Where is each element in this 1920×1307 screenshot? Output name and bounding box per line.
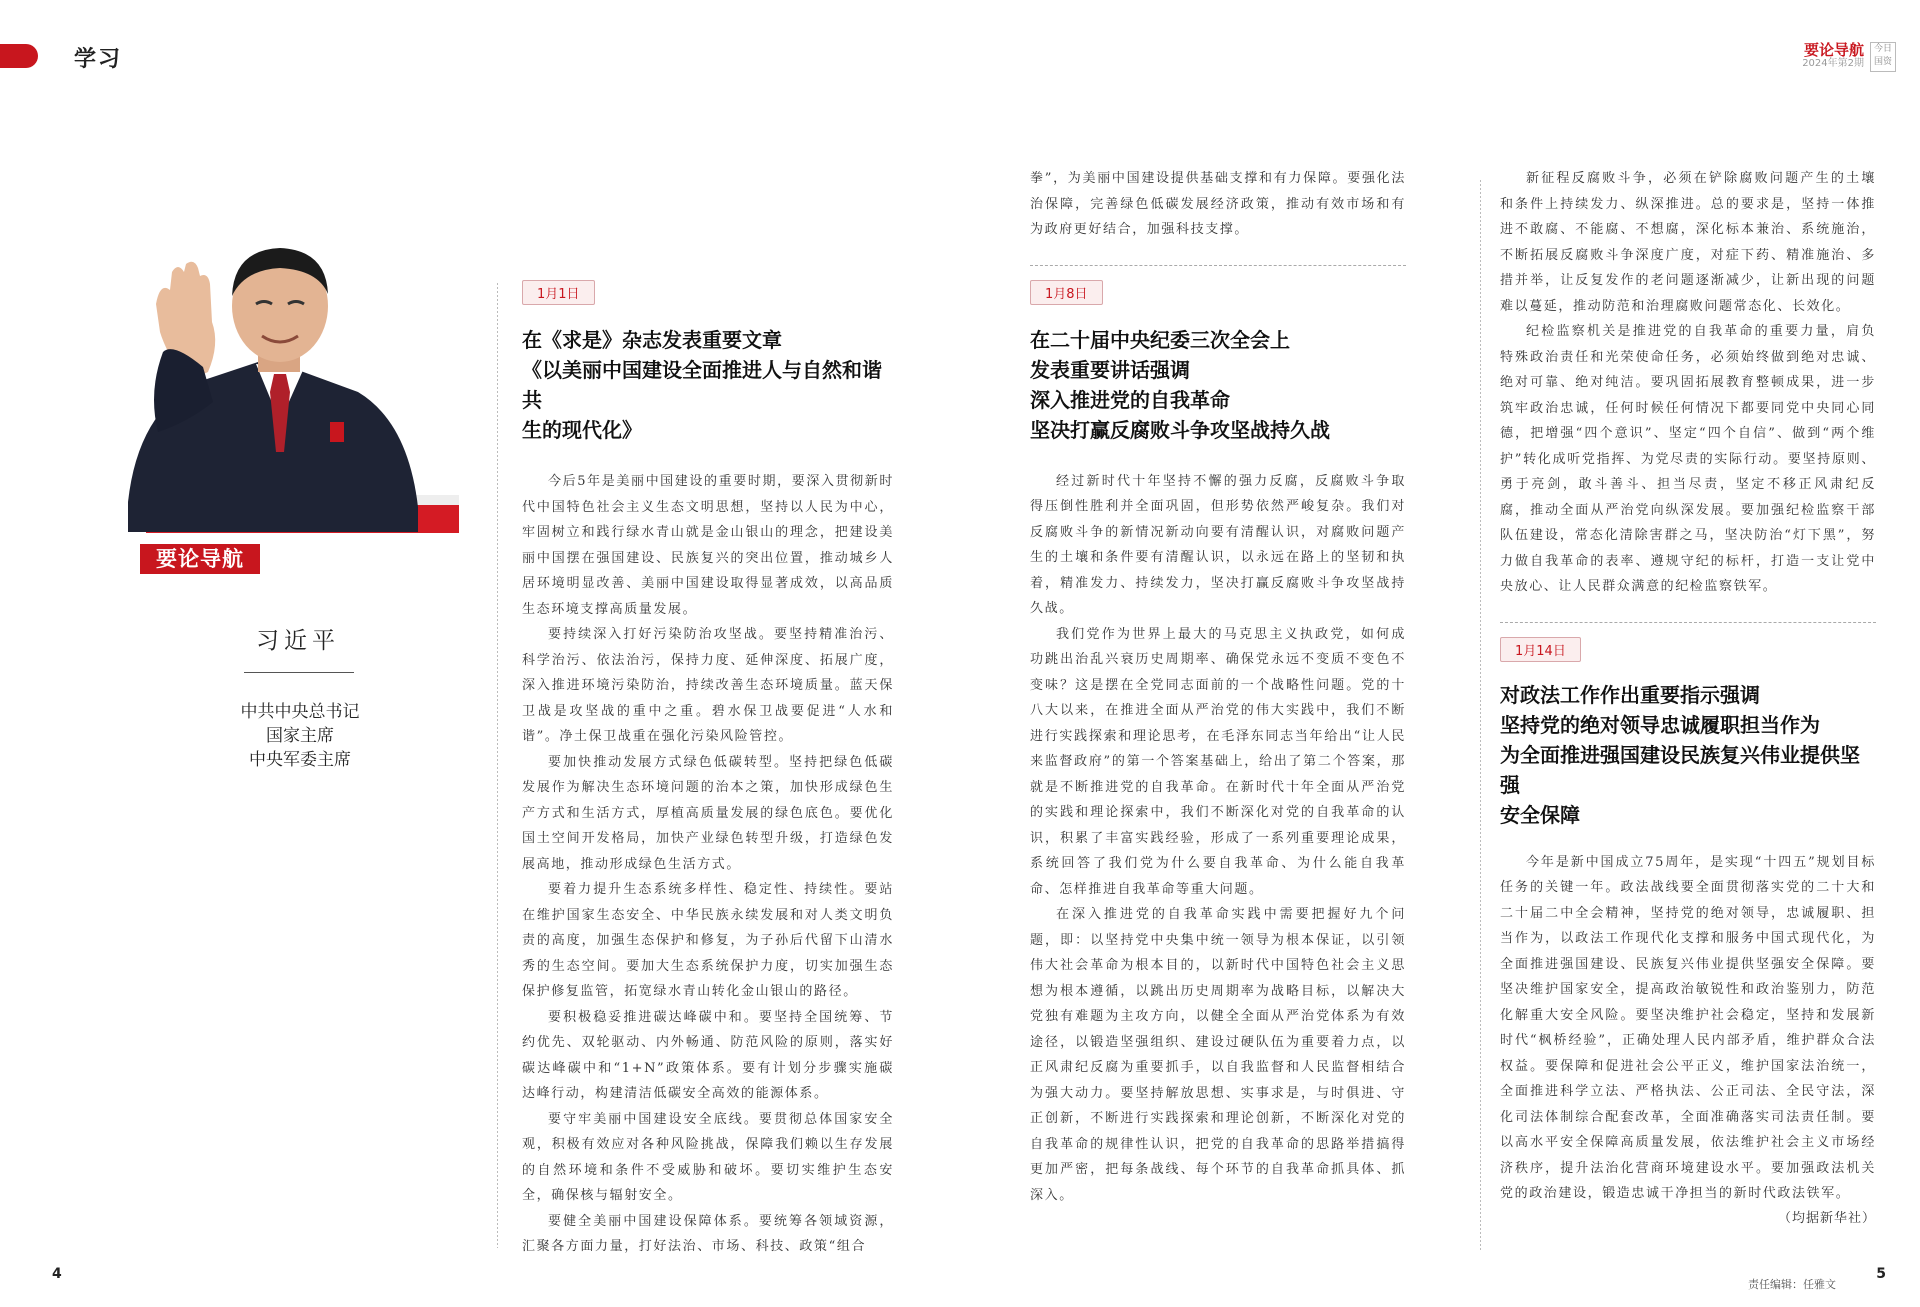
paragraph: 要积极稳妥推进碳达峰碳中和。要坚持全国统筹、节约优先、双轮驱动、内外畅通、防范风险的原则，落实好碳达峰碳中和“1+N”政策体系。要有计划分步骤实施碳达峰行动，构建清洁低碳安全高效的能源体系。 xyxy=(522,1009,894,1101)
article-body xyxy=(522,469,894,1260)
magazine-logo: 今日国资 xyxy=(1870,42,1896,72)
paragraph: 要持续深入打好污染防治攻坚战。要坚持精准治污、科学治污、依法治污，保持力度、延伸深度、拓展广度，深入推进环境污染防治，持续改善生态环境质量。蓝天保卫战是攻坚战的重中之重。碧水保卫战要促进“人水和谐”。净土保卫战重在强化污染风险管控。 xyxy=(522,627,894,744)
paragraph: 新征程反腐败斗争，必须在铲除腐败问题产生的土壤和条件上持续发力、纵深推进。总的要求是，坚持一体推进不敢腐、不能腐、不想腐，深化标本兼治、系统施治，不断拓展反腐败斗争深度广度，对症下药、精准施治、多措并举，让反复发作的老问题逐渐减少，让新出现的问题难以蔓延，推动防范和治理腐败问题常态化、长效化。 xyxy=(1500,171,1876,314)
person-titles xyxy=(200,700,400,772)
page-number-right: 5 xyxy=(1876,1266,1886,1282)
portrait-photo xyxy=(108,232,458,532)
headline-line: 为全面推进强国建设民族复兴伟业提供坚强 xyxy=(1500,742,1860,797)
article-jan8-column xyxy=(1030,166,1406,1208)
headline-line: 在二十届中央纪委三次全会上 xyxy=(1030,327,1290,352)
paragraph: 纪检监察机关是推进党的自我革命的重要力量，肩负特殊政治责任和光荣使命任务，必须始终做到绝对忠诚、绝对可靠、绝对纯洁。要巩固拓展教育整顿成果，进一步筑牢政治忠诚，任何时候任何情况下都要同党中央同心同德，把增强“四个意识”、坚定“四个自信”、做到“两个维护”转化成听党指挥、为党尽责的实际行动。要坚持原则、勇于亮剑，敢斗善斗、担当尽责，坚定不移正风肃纪反腐，推动全面从严治党向纵深发展。要加强纪检监察干部队伍建设，常态化清除害群之马，坚决防治“灯下黑”，努力做自我革命的表率、遵规守纪的标杆，打造一支让党中央放心、让人民群众满意的纪检监察铁军。 xyxy=(1500,324,1876,594)
headline-line: 对政法工作作出重要指示强调 xyxy=(1500,682,1760,707)
headline-line: 坚决打赢反腐败斗争攻坚战持久战 xyxy=(1030,417,1330,442)
article-jan1 xyxy=(522,280,894,1260)
article-body xyxy=(1500,850,1876,1207)
headline-line: 生的现代化》 xyxy=(522,418,642,442)
headline-line: 发表重要讲话强调 xyxy=(1030,357,1190,382)
name-divider xyxy=(244,672,354,673)
paragraph: 要着力提升生态系统多样性、稳定性、持续性。要站在维护国家生态安全、中华民族永续发展和对人类文明负责的高度，加强生态保护和修复，为子孙后代留下山清水秀的生态空间。要加大生态系统保护力度，切实加强生态保护修复监管，拓宽绿水青山转化金山银山的路径。 xyxy=(522,882,894,999)
article-continuation xyxy=(1030,166,1406,243)
editor-credit: 责任编辑：任雅文 xyxy=(1748,1278,1836,1291)
headline-line: 坚持党的绝对领导忠诚履职担当作为 xyxy=(1500,712,1820,737)
headline-line: 安全保障 xyxy=(1500,802,1580,827)
article-headline xyxy=(1030,325,1406,445)
article-headline xyxy=(522,325,894,445)
paragraph: 拳”，为美丽中国建设提供基础支撑和有力保障。要强化法治保障，完善绿色低碳发展经济政策，推动有效市场和有为政府更好结合，加强科技支撑。 xyxy=(1030,171,1406,237)
section-title: 学习 xyxy=(74,47,123,72)
date-tag: 1月14日 xyxy=(1500,637,1581,662)
column-name: 要论导航 xyxy=(1803,41,1864,59)
headline-line: 深入推进党的自我革命 xyxy=(1030,387,1230,412)
date-tag: 1月8日 xyxy=(1030,280,1103,305)
paragraph: 我们党作为世界上最大的马克思主义执政党，如何成功跳出治乱兴衰历史周期率、确保党永远不变质不变色不变味？这是摆在全党同志面前的一个战略性问题。党的十八大以来，在推进全面从严治党的伟大实践中，我们不断进行实践探索和理论思考，在毛泽东同志当年给出“让人民来监督政府”的第一个答案基础上，给出了第二个答案，那就是不断推进党的自我革命。在新时代十年全面从严治党的实践和理论探索中，我们不断深化对党的自我革命的认识，积累了丰富实践经验，形成了一系列重要理论成果，系统回答了我们党为什么要自我革命、为什么能自我革命、怎样推进自我革命等重大问题。 xyxy=(1030,626,1406,897)
article-divider xyxy=(1500,622,1876,623)
paragraph: 今后5年是美丽中国建设的重要时期，要深入贯彻新时代中国特色社会主义生态文明思想，坚持以人民为中心，牢固树立和践行绿水青山就是金山银山的理念，把建设美丽中国摆在强国建设、民族复兴的突出位置，推动城乡人居环境明显改善、美丽中国建设取得显著成效，以高品质生态环境支撑高质量发展。 xyxy=(522,474,894,617)
article-jan14-column xyxy=(1500,166,1876,1226)
article-headline xyxy=(1500,680,1876,830)
headline-line: 《以美丽中国建设全面推进人与自然和谐共 xyxy=(522,358,882,412)
paragraph: 经过新时代十年坚持不懈的强力反腐，反腐败斗争取得压倒性胜利并全面巩固，但形势依然严峻复杂。我们对反腐败斗争的新情况新动向要有清醒认识，对腐败问题产生的土壤和条件要有清醒认识，以永远在路上的坚韧和执着，精准发力、持续发力，坚决打赢反腐败斗争攻坚战持久战。 xyxy=(1030,473,1406,616)
paragraph: 要守牢美丽中国建设安全底线。要贯彻总体国家安全观，积极有效应对各种风险挑战，保障我们赖以生存发展的自然环境和条件不受威胁和破坏。要切实维护生态安全，确保核与辐射安全。 xyxy=(522,1111,894,1203)
title-line: 中共中央总书记 xyxy=(240,702,360,722)
paragraph: 在深入推进党的自我革命实践中需要把握好九个问题，即：以坚持党中央集中统一领导为根本保证，以引领伟大社会革命为根本目的，以新时代中国特色社会主义思想为根本遵循，以跳出历史周期率为战略目标，以解决大党独有难题为主攻方向，以健全全面从严治党体系为有效途径，以锻造坚强组织、建设过硬队伍为重要着力点，以正风肃纪反腐为重要抓手，以自我监督和人民监督相结合为强大动力。要坚持解放思想、实事求是，与时俱进、守正创新，不断进行实践探索和理论创新，不断深化对党的自我革命的规律性认识，把党的自我革命的思路举措搞得更加严密，把每条战线、每个环节的自我革命抓具体、抓深入。 xyxy=(1030,907,1406,1203)
section-marker xyxy=(0,44,38,68)
source-note: （均据新华社） xyxy=(1777,1210,1876,1226)
title-line: 国家主席 xyxy=(266,726,334,746)
issue-label: 2024年第2期 xyxy=(1802,58,1864,69)
header-brand xyxy=(1802,42,1896,72)
title-line: 中央军委主席 xyxy=(249,750,351,770)
headline-line: 在《求是》杂志发表重要文章 xyxy=(522,328,782,352)
paragraph: 今年是新中国成立75周年，是实现“十四五”规划目标任务的关键一年。政法战线要全面贯彻落实党的二十大和二十届二中全会精神，坚持党的绝对领导，忠诚履职、担当作为，以政法工作现代化支撑和服务中国式现代化，为全面推进强国建设、民族复兴伟业提供坚强安全保障。要坚决维护国家安全，提高政治敏锐性和政治鉴别力，防范化解重大安全风险。要坚决维护社会稳定，坚持和发展新时代“枫桥经验”，正确处理人民内部矛盾，维护群众合法权益。要保障和促进社会公平正义，维护国家法治统一，全面推进科学立法、严格执法、公正司法、全民守法，深化司法体制综合配套改革，全面准确落实司法责任制。要以高水平安全保障高质量发展，依法维护社会主义市场经济秩序，提升法治化营商环境建设水平。要加强政法机关党的政治建设，锻造忠诚干净担当的新时代政法铁军。 xyxy=(1500,854,1876,1201)
column-badge: 要论导航 xyxy=(140,544,260,574)
person-name: 习近平 xyxy=(256,628,340,654)
paragraph: 要加快推动发展方式绿色低碳转型。坚持把绿色低碳发展作为解决生态环境问题的治本之策，加快形成绿色生产方式和生活方式，厚植高质量发展的绿色底色。要优化国土空间开发格局，加快产业绿色转型升级，打造绿色发展高地，推动形成绿色生活方式。 xyxy=(522,754,894,872)
article-body xyxy=(1030,469,1406,1209)
page-number-left: 4 xyxy=(52,1266,62,1282)
column-rule xyxy=(1480,180,1481,1250)
date-tag: 1月1日 xyxy=(522,280,595,305)
column-rule xyxy=(497,283,498,1248)
article-body-continued xyxy=(1500,166,1876,600)
article-divider xyxy=(1030,265,1406,266)
paragraph: 要健全美丽中国建设保障体系。要统筹各领域资源，汇聚各方面力量，打好法治、市场、科技、政策“组合 xyxy=(522,1213,894,1254)
